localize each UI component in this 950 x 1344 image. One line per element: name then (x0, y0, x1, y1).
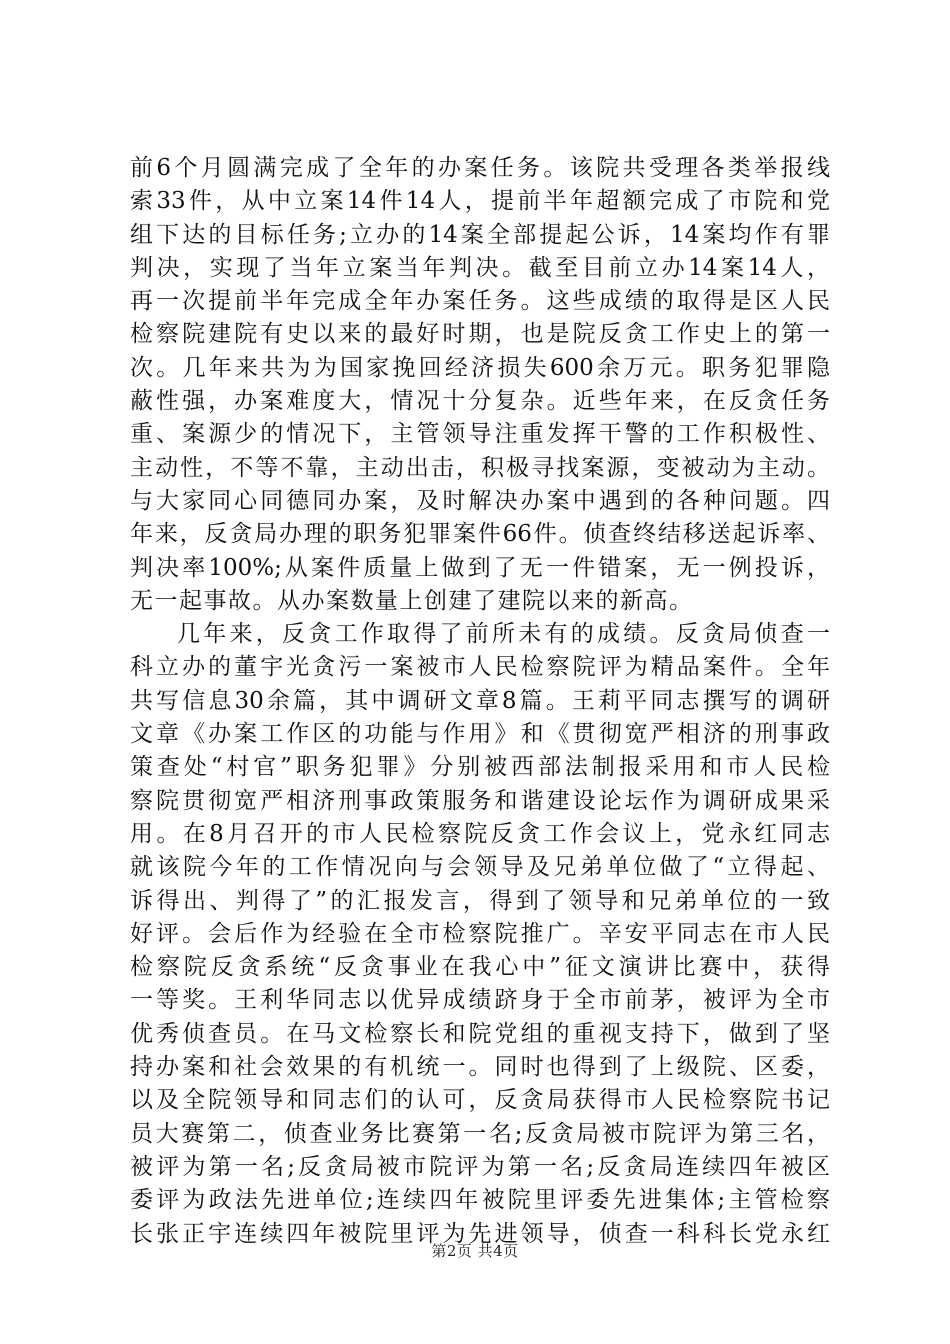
text-line: 与大家同心同德同办案，及时解决办案中遇到的各种问题。四 (130, 487, 830, 514)
text-line: 检察院建院有史以来的最好时期，也是院反贪工作史上的第一 (130, 321, 830, 348)
text-line: 员大赛第二，侦查业务比赛第一名;反贪局被市院评为第三名， (130, 1120, 830, 1147)
text-line-paragraph-end: 无一起事故。从办案数量上创建了建院以来的新高。 (130, 587, 694, 614)
text-line: 以及全院领导和同志们的认可，反贪局获得市人民检察院书记 (130, 1087, 830, 1114)
text-line: 检察院反贪系统“反贪事业在我心中”征文演讲比赛中，获得 (130, 954, 830, 981)
text-line: 年来，反贪局办理的职务犯罪案件66件。侦查终结移送起诉率、 (130, 521, 830, 548)
text-line: 用。在8月召开的市人民检察院反贪工作会议上，党永红同志 (130, 820, 830, 847)
text-line: 共写信息30余篇，其中调研文章8篇。王莉平同志撰写的调研 (130, 687, 830, 714)
text-line: 诉得出、判得了”的汇报发言，得到了领导和兄弟单位的一致 (130, 887, 830, 914)
text-line: 被评为第一名;反贪局被市院评为第一名;反贪局连续四年被区 (130, 1153, 830, 1180)
text-line: 索33件，从中立案14件14人，提前半年超额完成了市院和党 (130, 188, 830, 215)
text-line: 委评为政法先进单位;连续四年被院里评委先进集体;主管检察 (130, 1187, 830, 1214)
text-line: 判决，实现了当年立案当年判决。截至目前立办14案14人， (130, 254, 830, 281)
text-line: 主动性，不等不靠，主动出击，积极寻找案源，变被动为主动。 (130, 454, 830, 481)
text-line: 蔽性强，办案难度大，情况十分复杂。近些年来，在反贪任务 (130, 388, 830, 415)
page-number-footer: 第2页 共4页 (431, 1242, 519, 1260)
text-line: 组下达的目标任务;立办的14案全部提起公诉，14案均作有罪 (130, 221, 830, 248)
text-line: 持办案和社会效果的有机统一。同时也得到了上级院、区委， (130, 1054, 830, 1081)
text-line: 策查处“村官”职务犯罪》分别被西部法制报采用和市人民检 (130, 754, 830, 781)
text-line-paragraph-start: 几年来，反贪工作取得了前所未有的成绩。反贪局侦查一 (177, 621, 830, 648)
text-line: 科立办的董宇光贪污一案被市人民检察院评为精品案件。全年 (130, 654, 830, 681)
text-line: 重、案源少的情况下，主管领导注重发挥干警的工作积极性、 (130, 421, 830, 448)
text-line: 察院贯彻宽严相济刑事政策服务和谐建设论坛作为调研成果采 (130, 787, 830, 814)
text-line: 前6个月圆满完成了全年的办案任务。该院共受理各类举报线 (130, 155, 830, 181)
text-line: 文章《办案工作区的功能与作用》和《贯彻宽严相济的刑事政 (130, 721, 830, 748)
text-line: 再一次提前半年完成全年办案任务。这些成绩的取得是区人民 (130, 288, 830, 315)
text-line: 一等奖。王利华同志以优异成绩跻身于全市前茅，被评为全市 (130, 987, 830, 1014)
text-line: 就该院今年的工作情况向与会领导及兄弟单位做了“立得起、 (130, 854, 830, 881)
text-line: 长张正宇连续四年被院里评为先进领导，侦查一科科长党永红 (130, 1220, 830, 1247)
text-line: 次。几年来共为为国家挽回经济损失600余万元。职务犯罪隐 (130, 354, 830, 381)
body-text (130, 152, 830, 1251)
text-line: 判决率100%;从案件质量上做到了无一件错案，无一例投诉， (130, 554, 830, 581)
text-line: 好评。会后作为经验在全市检察院推广。辛安平同志在市人民 (130, 920, 830, 947)
text-line: 优秀侦查员。在马文检察长和院党组的重视支持下，做到了坚 (130, 1020, 830, 1047)
